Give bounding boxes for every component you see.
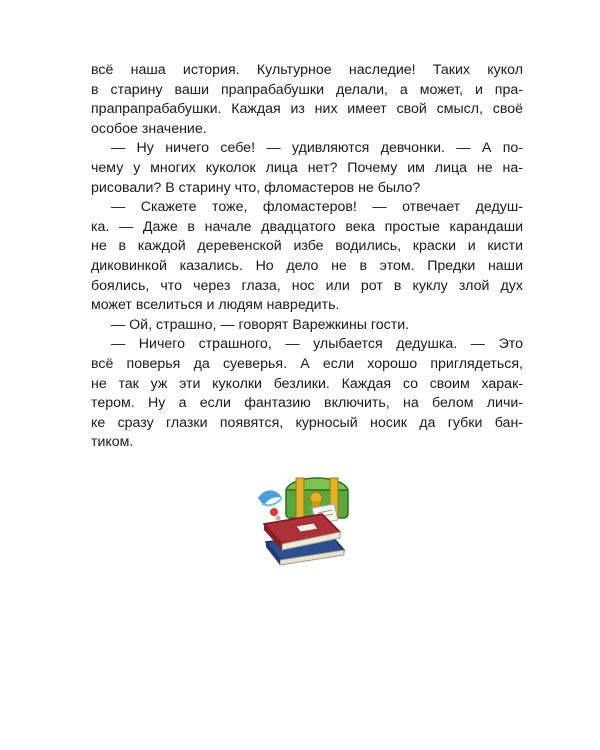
text-line: — Скажете тоже, фломастеров! — отвечает дедуш- (111, 199, 523, 216)
text-line: — Ой, страшно, — говорят Варежкины гости. (111, 316, 410, 333)
text-line: чему у многих куколок лица нет? Почему им лица не на- (91, 159, 523, 176)
text-line: — Ну ничего себе! — удивляются девчонки. — А по- (111, 140, 523, 157)
text-line: не так уж эти куколки безлики. Каждая со своим харак- (91, 375, 523, 392)
text-line: тиком. (91, 434, 134, 451)
text-line: прапрапрабабушки. Каждая из них имеет свой смысл, своё (91, 101, 523, 118)
text-line: боялись, что через глаза, нос или рот в куклу злой дух (91, 277, 523, 294)
text-line: ке сразу глазки появятся, курносый носик да губки бан- (91, 414, 523, 431)
text-line: может вселиться и людям навредить. (91, 297, 340, 314)
text-line: не в каждой деревенской избе водились, краски и кисти (91, 238, 523, 255)
story-text (91, 61, 523, 453)
text-line: в старину ваши прапрабабушки делали, а может, и пра- (91, 81, 523, 98)
text-line: ка. — Даже в начале двадцатого века простые карандаши (91, 218, 523, 235)
text-line: всё наша история. Культурное наследие! Таких кукол (91, 62, 523, 78)
text-line: рисовали? В старину что, фломастеров не было? (91, 179, 421, 196)
text-line: диковинкой казались. Но дело не в этом. Предки наши (91, 257, 523, 274)
text-line: тером. Ну а если фантазию включить, на белом личи- (91, 395, 523, 412)
text-line: — Ничего страшного, — улыбается дедушка. — Это (111, 336, 523, 353)
books-and-chest-icon (252, 468, 362, 568)
text-line: особое значение. (91, 120, 207, 137)
text-line: всё поверья да суеверья. А если хорошо приглядеться, (91, 355, 523, 372)
